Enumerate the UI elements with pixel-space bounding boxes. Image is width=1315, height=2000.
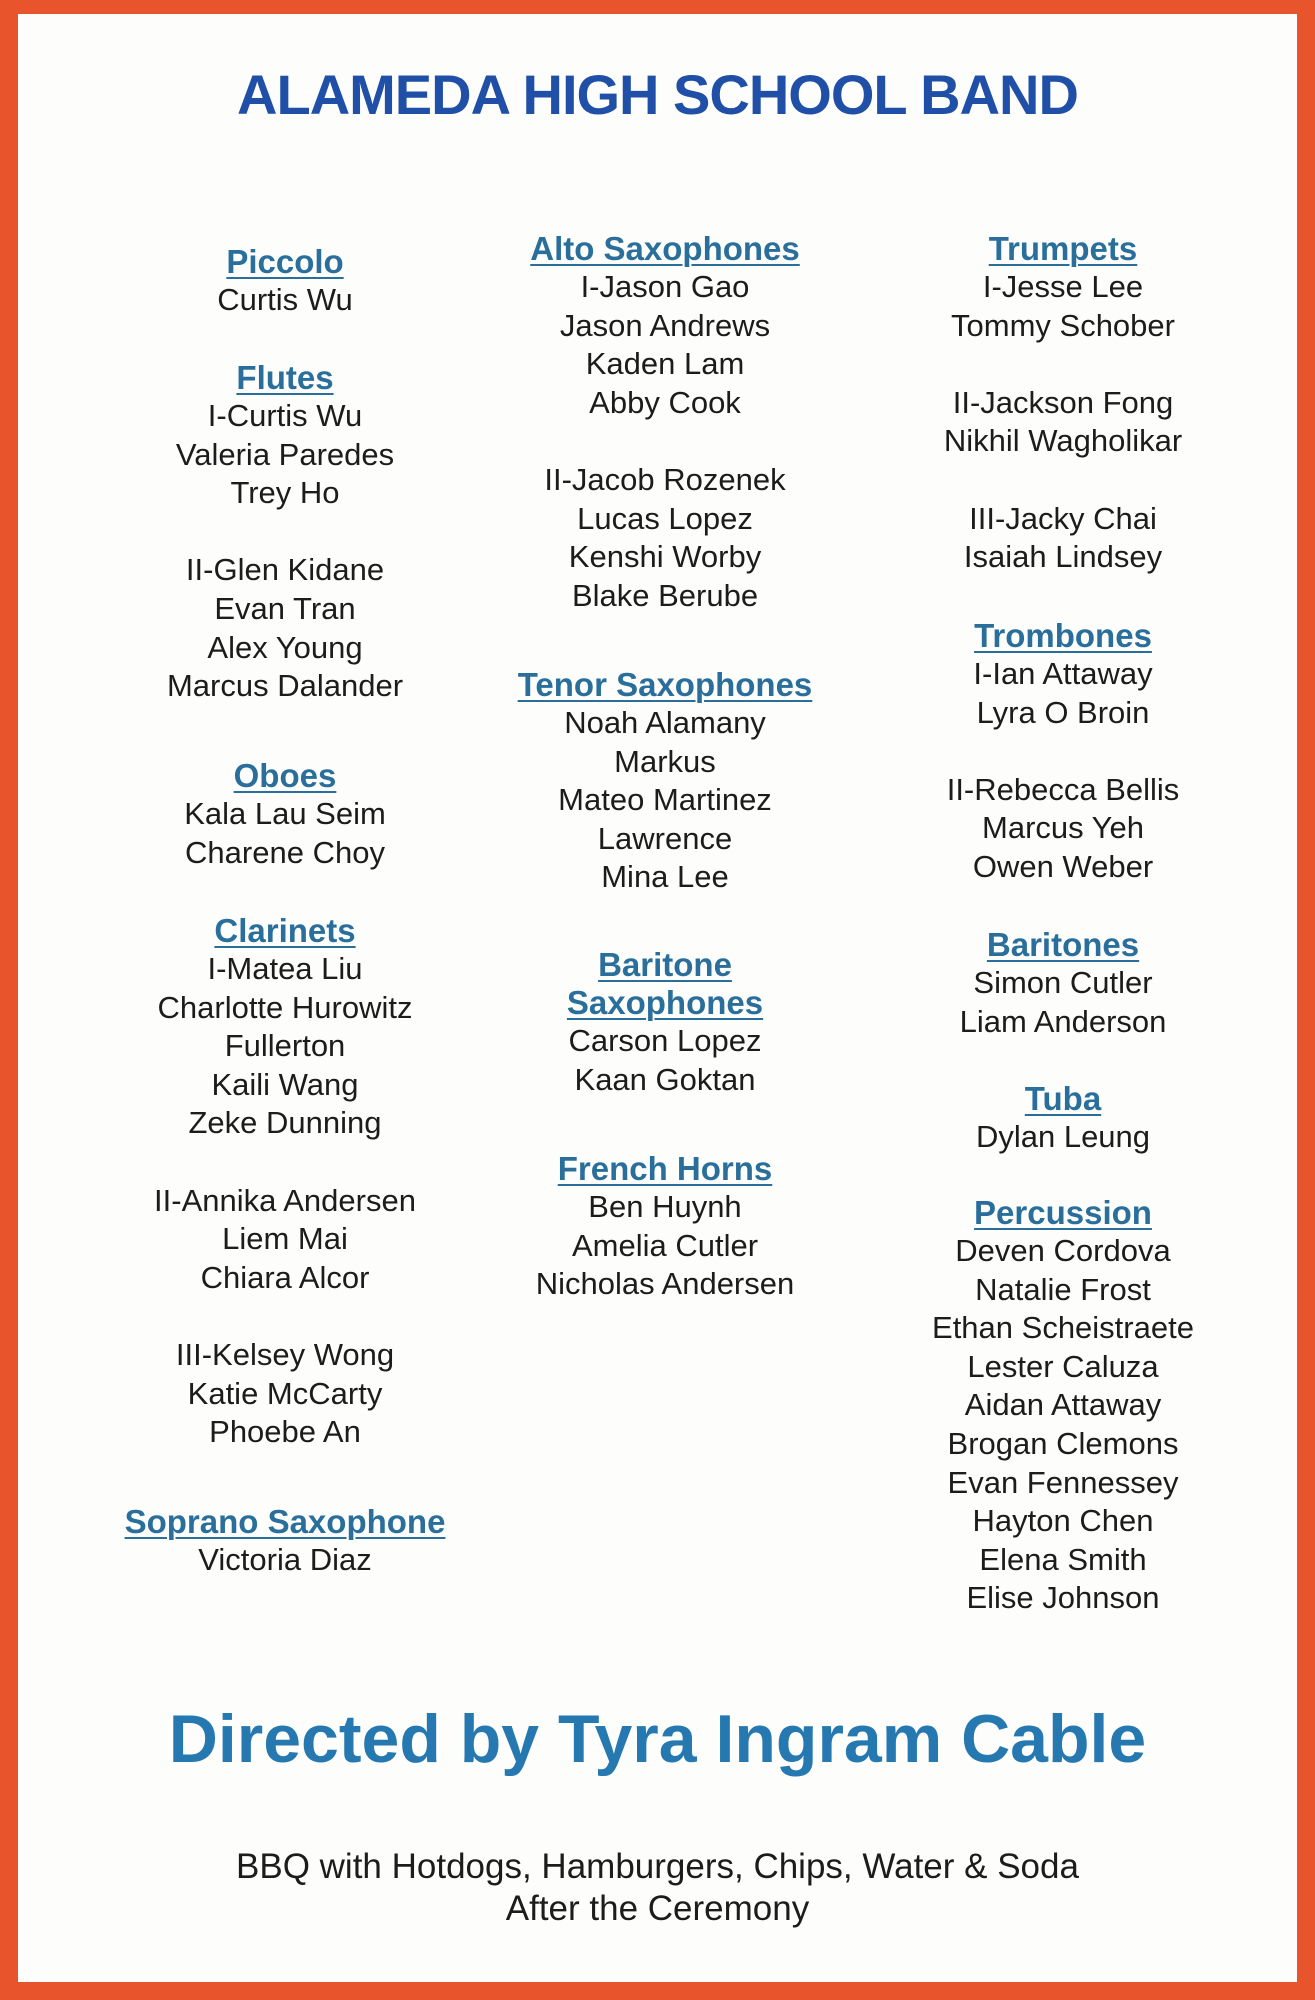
member-name: Zeke Dunning [188,1105,382,1141]
member-name: Deven Cordova [955,1233,1171,1268]
member-group [873,500,1253,577]
section-heading: Baritone Saxophones [566,946,764,1021]
member-name: Elena Smith [979,1541,1147,1577]
member-group [95,281,475,320]
group-spacer [95,513,475,552]
member-name: Victoria Diaz [198,1542,372,1577]
member-name: Nicholas Andersen [535,1266,795,1302]
member-name: Natalie Frost [975,1271,1151,1307]
member-name: Marcus Yeh [982,810,1144,846]
member-group [95,1541,475,1580]
director-credit: Directed by Tyra Ingram Cable [168,1701,1147,1777]
member-name: III-Kelsey Wong [175,1336,395,1372]
group-spacer [873,345,1253,384]
member-name: Lawrence [597,820,733,856]
member-name: Marcus Dalander [166,668,404,704]
member-name: I-Ian Attaway [973,656,1153,691]
section-baritone-saxophones [475,946,855,1099]
footer-line-2: After the Ceremony [505,1889,810,1928]
section-soprano-saxophone [95,1503,475,1580]
section-heading: Tuba [1024,1080,1102,1117]
member-name: Phoebe An [209,1414,361,1450]
member-name: II-Annika Andersen [154,1182,416,1218]
section-heading: Alto Saxophones [530,230,800,267]
section-heading: Piccolo [226,243,344,280]
member-group [873,655,1253,732]
member-group [475,704,855,897]
member-name: Simon Cutler [973,965,1153,1000]
member-name: Trey Ho [230,475,340,511]
member-name: I-Jason Gao [580,269,750,304]
member-name: Kala Lau Seim [184,796,386,831]
member-group [95,551,475,705]
member-name: Ben Huynh [588,1189,742,1224]
member-name: Lester Caluza [967,1348,1159,1384]
member-name: Liem Mai [222,1221,348,1257]
section-oboes [95,757,475,872]
member-name: Valeria Paredes [175,436,395,472]
member-name: Jason Andrews [559,307,771,343]
member-group [475,1188,855,1304]
member-name: Hayton Chen [972,1503,1154,1539]
member-name: Chiara Alcor [200,1259,370,1295]
member-name: Kaili Wang [211,1066,359,1102]
section-percussion [873,1194,1253,1618]
member-group [873,268,1253,345]
section-heading: Trombones [974,617,1152,654]
member-group [475,461,855,615]
group-spacer [475,422,855,461]
member-name: Fullerton [224,1028,346,1064]
member-name: II-Rebecca Bellis [946,771,1180,807]
member-name: I-Jesse Lee [982,269,1144,304]
member-group [873,964,1253,1041]
member-name: Noah Alamany [564,705,766,740]
member-group [475,1022,855,1099]
section-heading: Baritones [986,926,1140,963]
section-heading: Flutes [236,359,334,396]
member-name: Markus [614,743,716,779]
member-group [873,1232,1253,1618]
section-french-horns [475,1150,855,1304]
member-name: Evan Tran [214,590,356,626]
member-name: Kaden Lam [585,346,745,382]
member-name: II-Jackson Fong [952,384,1174,420]
member-name: III-Jacky Chai [969,500,1157,536]
member-name: Curtis Wu [217,282,353,317]
member-name: Aidan Attaway [964,1387,1162,1423]
section-piccolo [95,243,475,320]
member-name: Tommy Schober [951,307,1175,343]
member-name: Abby Cook [589,384,741,420]
member-name: Carson Lopez [568,1023,762,1058]
member-name: I-Curtis Wu [207,398,363,433]
page-title: ALAMEDA HIGH SCHOOL BAND [237,63,1078,126]
member-name: Kaan Goktan [574,1061,756,1097]
member-name: Liam Anderson [959,1003,1167,1039]
member-name: Owen Weber [972,848,1154,884]
footer-line-1: BBQ with Hotdogs, Hamburgers, Chips, Water & Soda [236,1847,1079,1886]
member-name: Charene Choy [185,834,385,870]
section-heading: Soprano Saxophone [124,1503,446,1540]
group-spacer [95,1143,475,1182]
member-name: Lyra O Broin [976,694,1150,730]
footer-note [0,1846,1315,1930]
member-name: Charlotte Hurowitz [157,989,413,1025]
section-heading: French Horns [557,1150,773,1187]
member-name: Lucas Lopez [577,500,753,536]
member-name: Mateo Martinez [558,782,772,818]
member-name: Kenshi Worby [568,539,762,575]
section-tenor-saxophones [475,666,855,897]
member-name: Mina Lee [601,859,729,895]
member-name: II-Glen Kidane [185,552,385,588]
section-heading: Trumpets [988,230,1138,267]
member-name: Evan Fennessey [947,1464,1179,1500]
section-heading: Oboes [233,757,337,794]
member-name: Ethan Scheistraete [932,1310,1194,1346]
member-name: Dylan Leung [975,1119,1151,1154]
member-group [95,1336,475,1452]
member-group [95,397,475,513]
member-group [95,1182,475,1298]
member-name: Blake Berube [571,577,759,613]
group-spacer [873,461,1253,500]
group-spacer [95,1297,475,1336]
member-group [95,950,475,1143]
member-group [873,384,1253,461]
section-heading: Clarinets [214,912,356,949]
section-tuba [873,1080,1253,1157]
section-heading: Percussion [974,1194,1152,1231]
section-flutes [95,359,475,706]
member-name: Katie McCarty [187,1375,383,1411]
member-name: Nikhil Wagholikar [943,423,1183,459]
member-group [95,795,475,872]
section-baritones [873,926,1253,1041]
member-name: I-Matea Liu [207,951,363,986]
member-name: Amelia Cutler [571,1227,759,1263]
member-name: Alex Young [207,629,363,665]
group-spacer [873,732,1253,771]
member-group [873,1118,1253,1157]
member-name: Brogan Clemons [947,1425,1179,1461]
section-heading: Tenor Saxophones [517,666,813,703]
section-trombones [873,617,1253,887]
section-trumpets [873,230,1253,577]
member-group [475,268,855,422]
member-name: Isaiah Lindsey [963,539,1163,575]
member-name: II-Jacob Rozenek [544,461,786,497]
section-alto-saxophones [475,230,855,615]
section-clarinets [95,912,475,1452]
member-group [873,771,1253,887]
member-name: Elise Johnson [966,1580,1160,1616]
